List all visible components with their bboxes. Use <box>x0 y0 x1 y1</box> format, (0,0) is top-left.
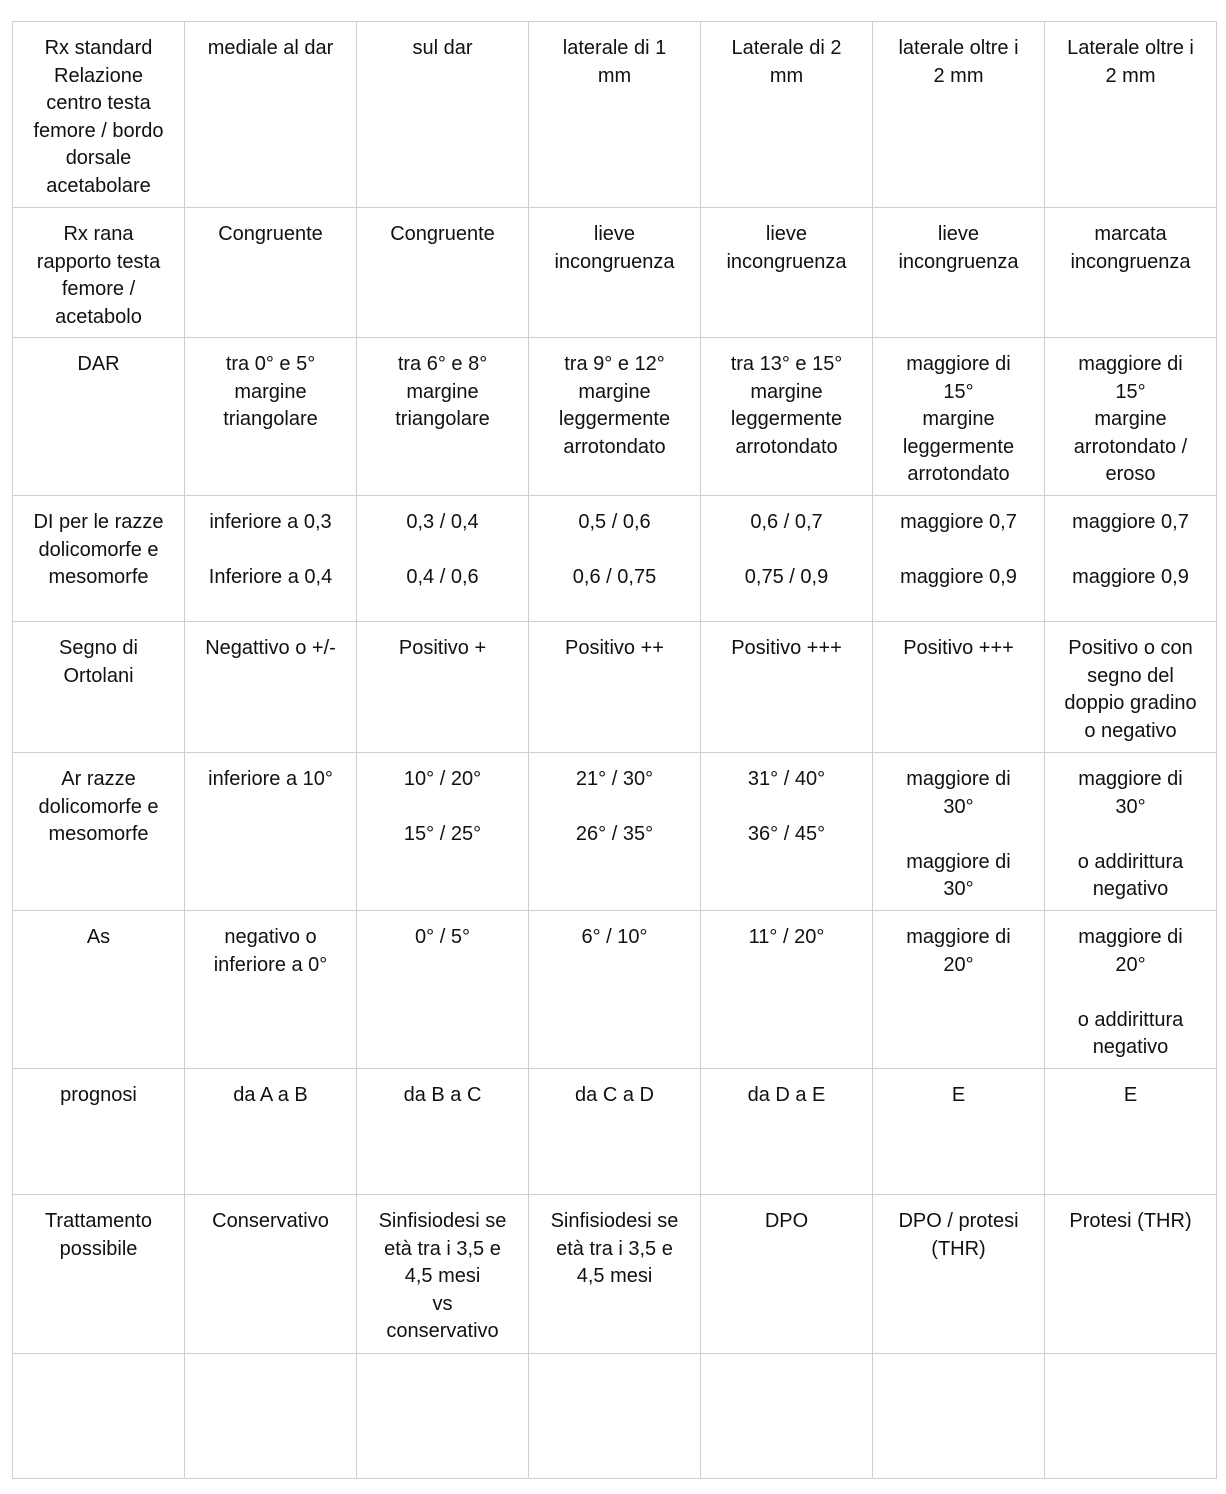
table-row <box>13 208 1217 338</box>
table-cell: da A a B <box>185 1069 357 1195</box>
table-row-header: Segno di Ortolani <box>13 622 185 753</box>
table-cell <box>873 1354 1045 1479</box>
table-cell <box>185 1354 357 1479</box>
table-row <box>13 1195 1217 1354</box>
table-cell: DPO / protesi (THR) <box>873 1195 1045 1354</box>
table-cell: maggiore di 20° <box>873 911 1045 1069</box>
table-row <box>13 338 1217 496</box>
table-cell: 31° / 40° 36° / 45° <box>701 753 873 911</box>
table-cell: tra 6° e 8° margine triangolare <box>357 338 529 496</box>
table-row <box>13 622 1217 753</box>
table-cell: 0,3 / 0,4 0,4 / 0,6 <box>357 496 529 622</box>
table-row-header: Rx standard Relazione centro testa femore / bordo dorsale acetabolare <box>13 22 185 208</box>
table-row-header: Rx rana rapporto testa femore / acetabolo <box>13 208 185 338</box>
table-row-header: Ar razze dolicomorfe e mesomorfe <box>13 753 185 911</box>
table-cell: negativo o inferiore a 0° <box>185 911 357 1069</box>
table-cell: E <box>873 1069 1045 1195</box>
table-cell: laterale di 1 mm <box>529 22 701 208</box>
table-cell <box>357 1354 529 1479</box>
table-cell: 0° / 5° <box>357 911 529 1069</box>
table-cell: da C a D <box>529 1069 701 1195</box>
table-cell: lieve incongruenza <box>701 208 873 338</box>
table-cell: Positivo ++ <box>529 622 701 753</box>
table-row <box>13 1354 1217 1479</box>
table-cell: marcata incongruenza <box>1045 208 1217 338</box>
table-cell: da D a E <box>701 1069 873 1195</box>
table-cell: Positivo +++ <box>873 622 1045 753</box>
table-cell: 0,6 / 0,7 0,75 / 0,9 <box>701 496 873 622</box>
table-cell: maggiore di 20° o addirittura negativo <box>1045 911 1217 1069</box>
hip-dysplasia-table <box>12 21 1217 1479</box>
table-cell: lieve incongruenza <box>529 208 701 338</box>
table-cell: Congruente <box>357 208 529 338</box>
table-cell: maggiore di 30° o addirittura negativo <box>1045 753 1217 911</box>
table-cell: maggiore di 15° margine leggermente arrotondato <box>873 338 1045 496</box>
table-row <box>13 753 1217 911</box>
table-cell: 10° / 20° 15° / 25° <box>357 753 529 911</box>
table-row-header: DAR <box>13 338 185 496</box>
table-cell: Laterale di 2 mm <box>701 22 873 208</box>
table-cell: inferiore a 10° <box>185 753 357 911</box>
table-cell: Laterale oltre i 2 mm <box>1045 22 1217 208</box>
table-cell: Negattivo o +/- <box>185 622 357 753</box>
table-cell: 11° / 20° <box>701 911 873 1069</box>
table-cell: maggiore 0,7 maggiore 0,9 <box>1045 496 1217 622</box>
table-cell: tra 13° e 15° margine leggermente arrotondato <box>701 338 873 496</box>
table-row-header: DI per le razze dolicomorfe e mesomorfe <box>13 496 185 622</box>
table-cell: 0,5 / 0,6 0,6 / 0,75 <box>529 496 701 622</box>
table-cell <box>701 1354 873 1479</box>
table-cell: Positivo + <box>357 622 529 753</box>
table-cell: da B a C <box>357 1069 529 1195</box>
table-cell: Congruente <box>185 208 357 338</box>
table-cell: lieve incongruenza <box>873 208 1045 338</box>
table-cell: sul dar <box>357 22 529 208</box>
table-cell: Protesi (THR) <box>1045 1195 1217 1354</box>
table-row <box>13 911 1217 1069</box>
table-cell: maggiore 0,7 maggiore 0,9 <box>873 496 1045 622</box>
table-cell: 6° / 10° <box>529 911 701 1069</box>
table-cell: Sinfisiodesi se età tra i 3,5 e 4,5 mesi vs conservativo <box>357 1195 529 1354</box>
table-cell: Positivo o con segno del doppio gradino o negativo <box>1045 622 1217 753</box>
table-cell: tra 0° e 5° margine triangolare <box>185 338 357 496</box>
table-cell: Positivo +++ <box>701 622 873 753</box>
table-cell: E <box>1045 1069 1217 1195</box>
table-cell <box>1045 1354 1217 1479</box>
table-cell: DPO <box>701 1195 873 1354</box>
table-cell: laterale oltre i 2 mm <box>873 22 1045 208</box>
table-cell: tra 9° e 12° margine leggermente arrotondato <box>529 338 701 496</box>
table-row-header: As <box>13 911 185 1069</box>
table-cell: mediale al dar <box>185 22 357 208</box>
table-cell <box>529 1354 701 1479</box>
table-cell: inferiore a 0,3 Inferiore a 0,4 <box>185 496 357 622</box>
table-row-header <box>13 1354 185 1479</box>
table-row <box>13 22 1217 208</box>
table-cell: maggiore di 15° margine arrotondato / eroso <box>1045 338 1217 496</box>
table-row-header: prognosi <box>13 1069 185 1195</box>
table-row-header: Trattamento possibile <box>13 1195 185 1354</box>
table-row <box>13 1069 1217 1195</box>
table-cell: Conservativo <box>185 1195 357 1354</box>
table-cell: Sinfisiodesi se età tra i 3,5 e 4,5 mesi <box>529 1195 701 1354</box>
table-cell: maggiore di 30° maggiore di 30° <box>873 753 1045 911</box>
table-cell: 21° / 30° 26° / 35° <box>529 753 701 911</box>
table-row <box>13 496 1217 622</box>
